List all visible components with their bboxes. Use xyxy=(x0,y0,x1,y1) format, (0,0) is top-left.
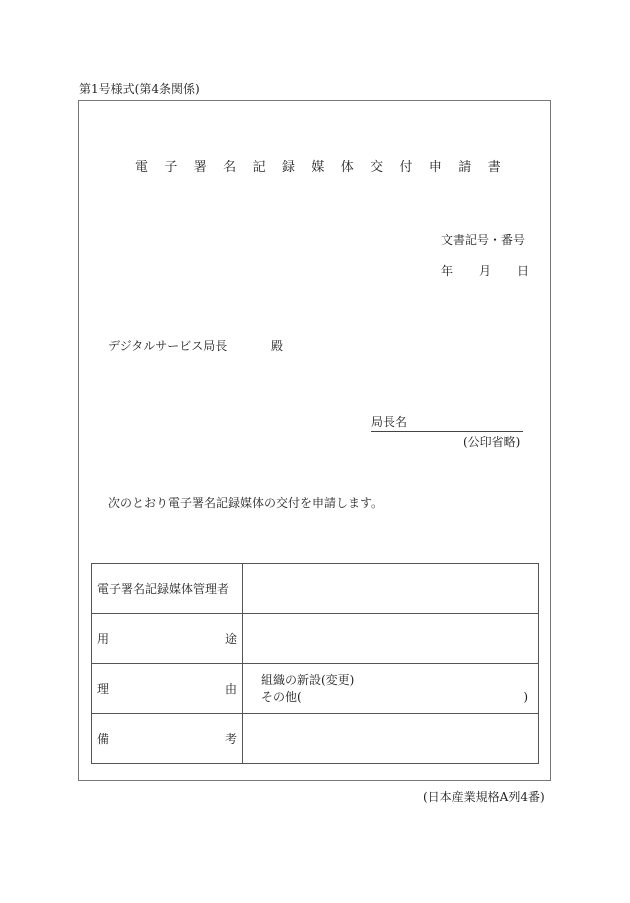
reason-option-new-org: 組織の新設(変更) xyxy=(261,672,355,687)
row-label xyxy=(92,664,243,714)
row-value xyxy=(243,714,539,764)
title-char: 子 xyxy=(164,160,178,175)
title-char: 名 xyxy=(223,160,237,175)
document-title xyxy=(135,156,517,175)
reason-other-open: その他( xyxy=(261,689,302,704)
title-char: 記 xyxy=(252,160,266,175)
title-char: 電 xyxy=(135,160,149,175)
title-char: 録 xyxy=(281,160,295,175)
date-month-label: 月 xyxy=(479,264,492,278)
row-label-text: 電子署名記録媒体管理者 xyxy=(97,582,230,596)
title-char: 付 xyxy=(399,160,413,175)
table-row xyxy=(92,564,539,614)
row-label-left: 備 xyxy=(97,732,110,746)
honorific: 殿 xyxy=(271,339,284,353)
row-label-left: 理 xyxy=(97,682,110,696)
chief-name-field xyxy=(371,413,523,432)
date-year-label: 年 xyxy=(441,264,454,278)
form-number: 第1号様式(第4条関係) xyxy=(79,82,200,96)
paper-size-note: (日本産業規格A列4番) xyxy=(423,790,545,804)
addressee: デジタルサービス局長 xyxy=(108,339,228,353)
row-label-right: 考 xyxy=(224,732,237,746)
seal-omitted-note: (公印省略) xyxy=(463,435,521,449)
row-label xyxy=(92,614,243,664)
row-label-right: 由 xyxy=(224,682,237,696)
title-char: 体 xyxy=(340,160,354,175)
date-line xyxy=(441,262,529,279)
row-value xyxy=(243,664,539,714)
date-day-label: 日 xyxy=(517,264,530,278)
chief-name-label: 局長名 xyxy=(371,415,408,429)
title-char: 請 xyxy=(458,160,472,175)
row-value xyxy=(243,564,539,614)
row-label xyxy=(92,564,243,614)
row-label-left: 用 xyxy=(97,632,110,646)
table-row xyxy=(92,614,539,664)
application-table xyxy=(91,563,539,764)
row-label-right: 途 xyxy=(224,632,237,646)
title-char: 申 xyxy=(428,160,442,175)
title-char: 署 xyxy=(193,160,207,175)
body-text: 次のとおり電子署名記録媒体の交付を申請します。 xyxy=(108,496,384,510)
document-number-label: 文書記号・番号 xyxy=(441,233,526,247)
table-row xyxy=(92,664,539,714)
row-value xyxy=(243,614,539,664)
title-char: 交 xyxy=(370,160,384,175)
title-char: 書 xyxy=(487,160,501,175)
reason-other-close: ) xyxy=(523,689,528,704)
reason-option-other xyxy=(261,689,528,706)
table-row xyxy=(92,714,539,764)
row-label xyxy=(92,714,243,764)
title-char: 媒 xyxy=(311,160,325,175)
